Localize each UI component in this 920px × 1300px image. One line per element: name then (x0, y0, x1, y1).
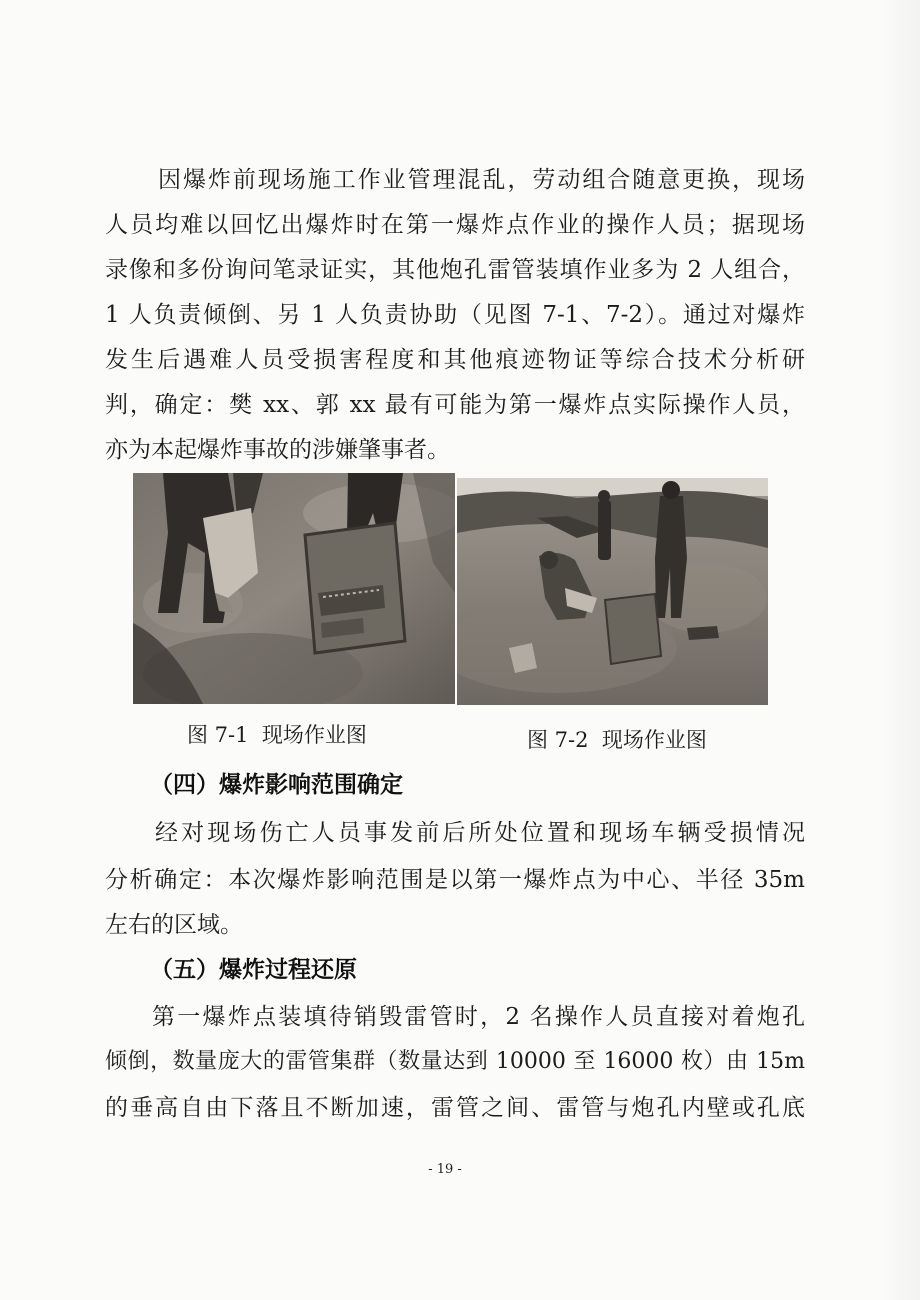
figure-caption: 图 7-1 现场作业图 (187, 723, 367, 747)
photo-figure-7-2 (457, 478, 768, 705)
page-number: - 19 - (428, 1162, 462, 1177)
paragraph-line: 判，确定：樊 xx、郭 xx 最有可能为第一爆炸点实际操作人员， (105, 392, 805, 418)
figure-caption: 图 7-2 现场作业图 (527, 728, 707, 752)
paragraph-line: 经对现场伤亡人员事发前后所处位置和现场车辆受损情况 (155, 820, 805, 846)
paragraph-line: 亦为本起爆炸事故的涉嫌肇事者。 (105, 437, 450, 463)
paragraph-line: 倾倒，数量庞大的雷管集群（数量达到 10000 至 16000 枚）由 15m (105, 1049, 805, 1074)
photo-figure-7-1 (133, 473, 455, 704)
paragraph-line: 左右的区域。 (105, 912, 243, 938)
paragraph-line: 1 人负责倾倒、另 1 人负责协助（见图 7-1、7-2）。通过对爆炸 (105, 302, 805, 328)
section-heading: （五）爆炸过程还原 (150, 956, 357, 983)
paragraph-line: 第一爆炸点装填待销毁雷管时，2 名操作人员直接对着炮孔 (152, 1004, 805, 1030)
paragraph-line: 的垂高自由下落且不断加速，雷管之间、雷管与炮孔内壁或孔底 (105, 1095, 805, 1121)
section-heading: （四）爆炸影响范围确定 (150, 771, 403, 798)
paragraph-line: 发生后遇难人员受损害程度和其他痕迹物证等综合技术分析研 (105, 347, 805, 373)
scan-edge-shade (880, 0, 920, 1300)
paragraph-line: 因爆炸前现场施工作业管理混乱，劳动组合随意更换，现场 (158, 167, 805, 193)
paragraph-line: 分析确定：本次爆炸影响范围是以第一爆炸点为中心、半径 35m (105, 867, 805, 893)
paragraph-line: 人员均难以回忆出爆炸时在第一爆炸点作业的操作人员；据现场 (105, 212, 805, 238)
paragraph-line: 录像和多份询问笔录证实，其他炮孔雷管装填作业多为 2 人组合， (105, 257, 805, 283)
